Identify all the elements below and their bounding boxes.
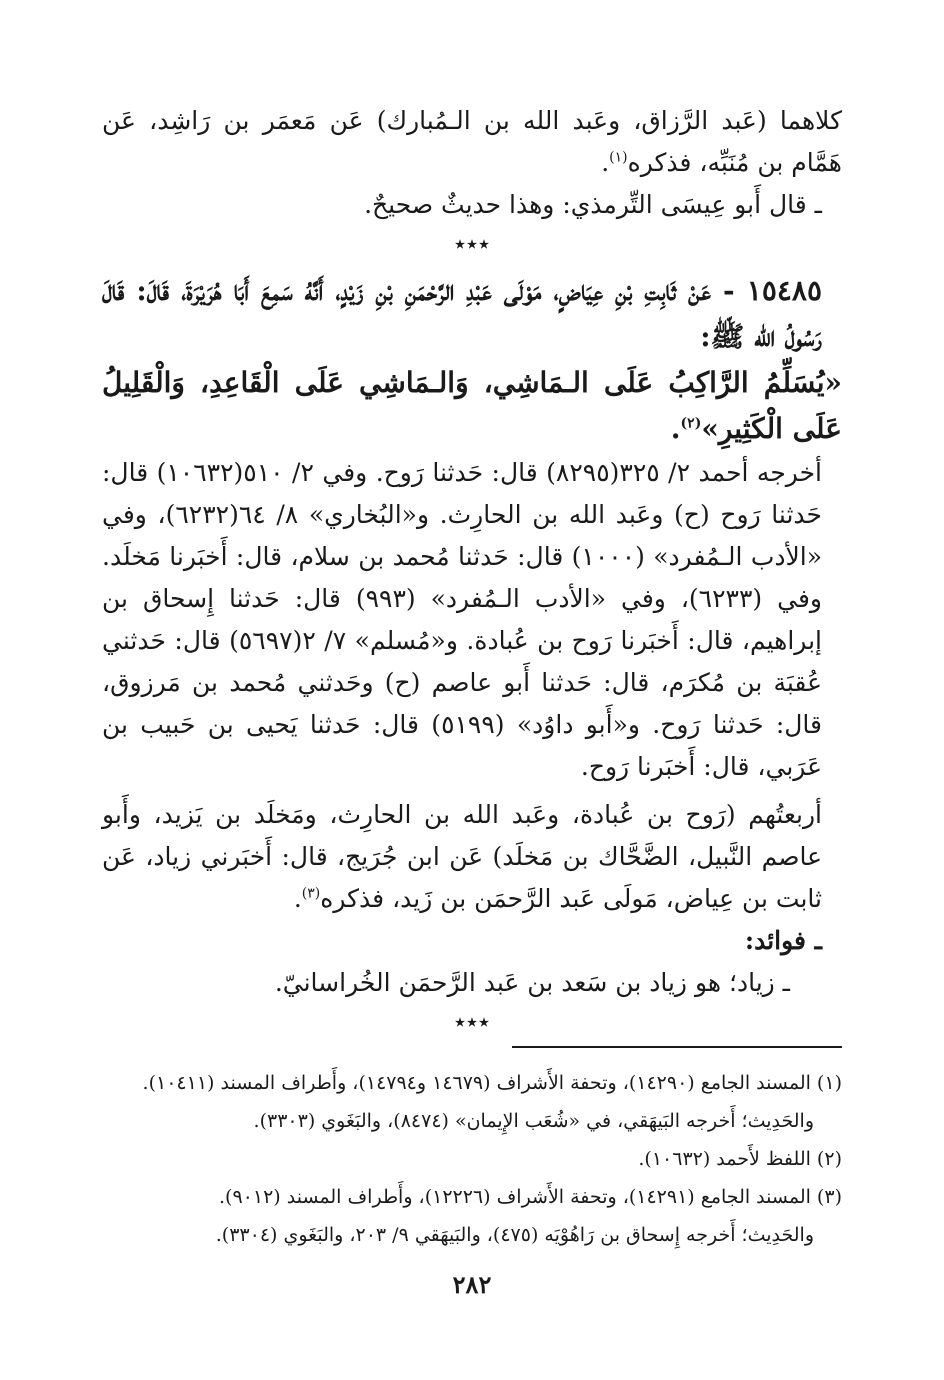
fawaid-item: ـ زياد؛ هو زياد بن سَعد بن عَبد الرَّحمَن الخُراسانيّ. [274,968,790,997]
footnote-ref-1[interactable]: (١) [609,149,628,166]
main-text [102,100,842,1046]
tirmidhi-note: ـ قال أَبو عِيسَى التِّرمذي: وهذا حديثٌ صحيحٌ. [364,190,822,219]
footnote-3-continued: والحَدِيث؛ أَخرجه إِسحاق بن رَاهُوْيَه (٤٧٥)، والبَيهَقي ٩/ ٢٠٣، والبَغَوي (٣٣٠٤). [215,1224,814,1246]
intro-line: كلاهما (عَبد الرَّزاق، وعَبد الله بن الـمُبارك) عَن مَعمَر بن رَاشِد، عَن هَمَّام بن مُنَبِّه، فذكره [102,106,842,177]
hadith-matn [102,360,842,452]
footnotes [102,1064,842,1254]
section-separator: ٭٭٭ [454,232,490,257]
footnote-ref-2[interactable]: (٢) [680,415,702,432]
footnote-1-continued: والحَدِيث؛ أَخرجه البَيهَقي، في «شُعَب الإِيمان» (٨٤٧٤)، والبَغَوي (٣٣٠٣). [253,1110,814,1132]
section-separator-end: ٭٭٭ [454,1010,490,1035]
footnote-rule [512,1046,842,1048]
footnote-2: (٢) اللفظ لأَحمد (١٠٦٣٢). [638,1148,842,1170]
matn-text: «يُسَلِّمُ الرَّاكِبُ عَلَى الـمَاشِي، وَالـمَاشِي عَلَى الْقَاعِدِ، وَالْقَلِيلُ عَلَى الْكَثِيرِ» [102,366,842,445]
sanad-text: أربعتُهم (رَوح بن عُبادة، وعَبد الله بن الحارِث، ومَخلَد بن يَزيد، وأَبو عاصم النَّبيل، الضَّحَّاك بن مَخلَد) عَن ابن جُرَيج، قال: أَخبَرني زياد، عَن ثابت بن عِياض، مَولَى عَبد الرَّحمَن بن زَيد، فذكره [102,800,822,913]
hadith-intro: ١٥٤٨٥ - عَنْ ثَابِتِ بْنِ عِيَاضٍ، مَوْلَى عَبْدِ الرَّحْمَنِ بْنِ زَيْدٍ، أَنَّهُ سَمِعَ أَبَا هُرَيْرَةَ، قَالَ: قَالَ رَسُولُ الله ﷺ: [102,274,822,353]
sanad-summary [102,794,842,920]
footnote-ref-3[interactable]: (٣) [301,885,321,902]
footnote-1: (١) المسند الجامع (١٤٢٩٠)، وتحفة الأَشراف (١٤٦٧٩ و١٤٧٩٤)، وأَطراف المسند (١٠٤١١). [142,1072,842,1094]
fawaid-heading: ـ فوائد: [744,926,822,955]
footnote-3: (٣) المسند الجامع (١٤٢٩١)، وتحفة الأَشراف (١٢٢٢٦)، وأَطراف المسند (٩٠١٢). [219,1186,842,1208]
sanad-end: . [293,884,302,913]
intro-paragraph [102,100,842,184]
page-number: ٢٨٢ [452,1270,492,1299]
intro-end: . [601,148,610,177]
matn-end: . [670,412,681,445]
takhrij-paragraph: أخرجه أحمد ٢/ ٣٢٥(٨٢٩٥) قال: حَدثنا رَوح. وفي ٢/ ٥١٠(١٠٦٣٢) قال: حَدثنا رَوح (ح) وعَبد الله بن الحارِث. و«البُخاري» ٨/ ٦٤(٦٢٣٢)، وفي «الأدب الـمُفرد» (١٠٠٠) قال: حَدثنا مُحمد بن سلام، قال: أَخبَرنا مَخلَد. وفي (٦٢٣٣)، وفي «الأدب الـمُفرد» (٩٩٣) قال: حَدثنا إِسحاق بن إبراهيم، قال: أَخبَرنا رَوح بن عُبادة. و«مُسلم» ٧/ ٢(٥٦٩٧) قال: حَدثني عُقبَة بن مُكرَم، قال: حَدثنا أَبو عاصم (ح) وحَدثني مُحمد بن مَرزوق، قال: حَدثنا رَوح. و«أَبو داوُد» (٥١٩٩) قال: حَدثنا يَحيى بن حَبيب بن عَرَبي، قال: أَخبَرنا رَوح. [102,458,823,781]
